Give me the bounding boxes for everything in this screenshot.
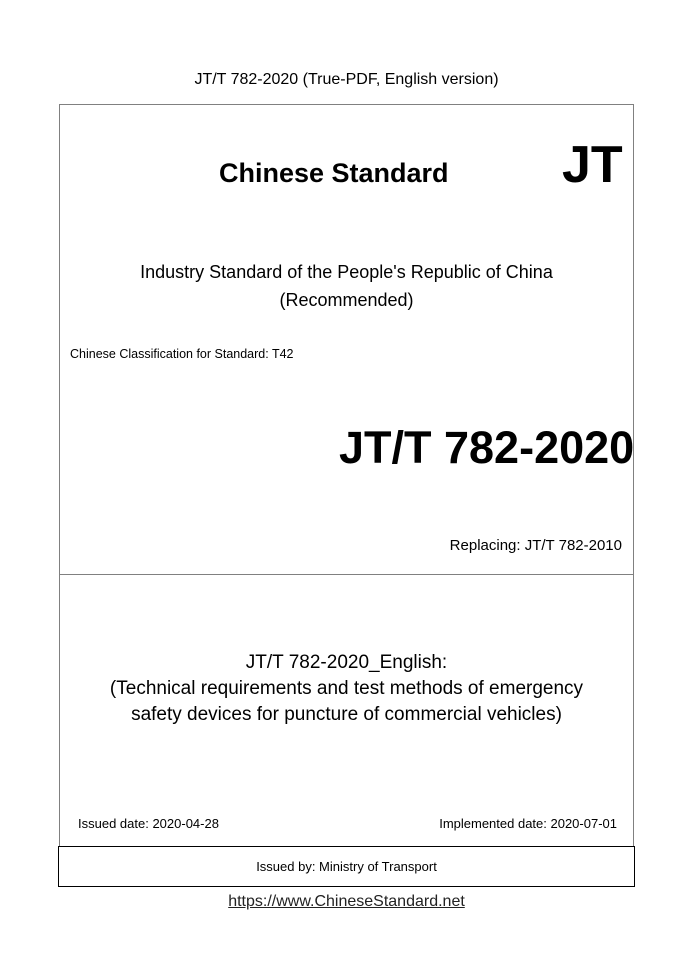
- standard-number: JT/T 782-2020: [339, 422, 635, 473]
- industry-line-2: (Recommended): [279, 290, 414, 310]
- running-header: JT/T 782-2020 (True-PDF, English version): [194, 71, 499, 88]
- issued-by-box: [58, 846, 635, 887]
- issued-date: Issued date: 2020-04-28: [78, 816, 219, 831]
- industry-statement: [59, 258, 634, 314]
- industry-line-1: Industry Standard of the People's Republic of China: [140, 262, 553, 282]
- replacing-note: Replacing: JT/T 782-2010: [449, 537, 622, 554]
- section-divider: [59, 574, 634, 575]
- standard-type-title: Chinese Standard: [219, 158, 449, 188]
- document-title-line-3: safety devices for puncture of commercial vehicles): [131, 704, 562, 725]
- standard-mark: JT: [562, 136, 623, 194]
- document-title: [59, 650, 634, 728]
- website-link[interactable]: https://www.ChineseStandard.net: [228, 893, 465, 910]
- document-title-line-1: JT/T 782-2020_English:: [245, 652, 448, 673]
- document-title-line-2: (Technical requirements and test methods of emergency: [109, 678, 584, 699]
- classification-label: Chinese Classification for Standard: T42: [70, 347, 294, 361]
- implemented-date: Implemented date: 2020-07-01: [439, 816, 617, 831]
- cover-frame: [59, 104, 634, 886]
- issued-by-label: Issued by: Ministry of Transport: [256, 859, 437, 874]
- footer: [0, 893, 693, 911]
